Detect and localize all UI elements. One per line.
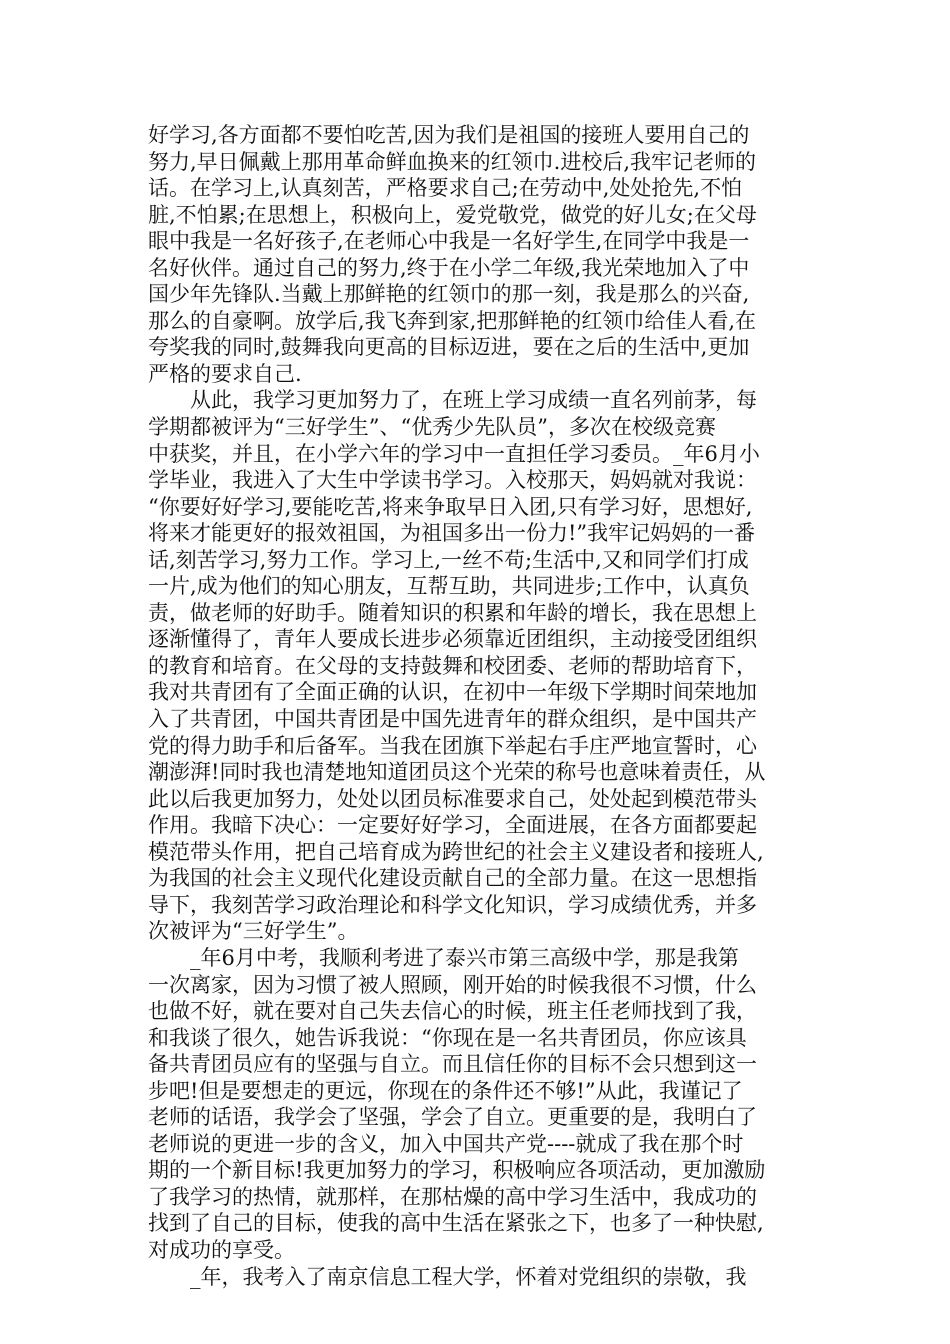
- text-line: 中获奖，并且，在小学六年的学习中一直担任学习委员。_年6月小: [148, 441, 760, 466]
- text-line: 此以后我更加努力，处处以团员标准要求自己，处处起到模范带头: [148, 786, 757, 811]
- text-line: 导下，我刻苦学习政治理论和科学文化知识，学习成绩优秀，并多: [148, 892, 757, 917]
- text-line: 和我谈了很久，她告诉我说：“你现在是一名共青团员，你应该具: [148, 1025, 747, 1050]
- text-line: 我对共青团有了全面正确的认识，在初中一年级下学期时间荣地加: [148, 680, 757, 705]
- text-line: 一次离家，因为习惯了被人照顾，刚开始的时候我很不习惯，什么: [148, 972, 757, 997]
- text-line: 步吧!但是要想走的更远，你现在的条件还不够!”从此，我谨记了: [148, 1078, 743, 1103]
- text-line: 老师的话语，我学会了坚强，学会了自立。更重要的是，我明白了: [148, 1105, 757, 1130]
- text-line: 脏,不怕累;在思想上，积极向上，爱党敬党，做党的好儿女;在父母: [148, 202, 757, 227]
- text-line: _年6月中考，我顺利考进了泰兴市第三高级中学，那是我第: [148, 945, 739, 970]
- text-line: 备共青团员应有的坚强与自立。而且信任你的目标不会只想到这一: [148, 1052, 757, 1077]
- paragraph-4: [148, 1264, 808, 1291]
- text-line: 眼中我是一名好孩子,在老师心中我是一名好学生,在同学中我是一: [148, 229, 750, 254]
- paragraph-3: [148, 945, 808, 1264]
- paragraph-1: [148, 122, 808, 387]
- text-line: 话,刻苦学习,努力工作。学习上,一丝不苟;生活中,又和同学们打成: [148, 547, 749, 572]
- text-line: 潮澎湃!同时我也清楚地知道团员这个光荣的称号也意味着责任，从: [148, 760, 766, 785]
- text-line: 老师说的更进一步的含义，加入中国共产党----就成了我在那个时: [148, 1131, 744, 1156]
- document-body: [148, 122, 808, 1290]
- text-line: 入了共青团，中国共青团是中国先进青年的群众组织，是中国共产: [148, 707, 757, 732]
- text-line: 也做不好，就在要对自己失去信心的时候，班主任老师找到了我，: [148, 999, 757, 1024]
- text-line: 期的一个新目标!我更加努力的学习，积极响应各项活动，更加激励: [148, 1158, 766, 1183]
- text-line: 党的得力助手和后备军。当我在团旗下举起右手庄严地宣誓时，心: [148, 733, 757, 758]
- text-line: _年，我考入了南京信息工程大学，怀着对党组织的崇敬，我: [148, 1264, 747, 1289]
- text-line: 的教育和培育。在父母的支持鼓舞和校团委、老师的帮助培育下，: [148, 653, 757, 678]
- paragraph-2: [148, 387, 808, 944]
- text-line: 学期都被评为“三好学生”、“优秀少先队员”，多次在校级竞赛: [148, 415, 716, 440]
- text-line: 话。在学习上,认真刻苦，严格要求自己;在劳动中,处处抢先,不怕: [148, 176, 743, 201]
- text-line: 模范带头作用，把自己培育成为跨世纪的社会主义建设者和接班人,: [148, 839, 764, 864]
- text-line: 夸奖我的同时,鼓舞我向更高的目标迈进，要在之后的生活中,更加: [148, 335, 750, 360]
- text-line: 从此，我学习更加努力了，在班上学习成绩一直名列前茅，每: [148, 388, 757, 413]
- text-line: 好学习,各方面都不要怕吃苦,因为我们是祖国的接班人要用自己的: [148, 123, 750, 147]
- text-line: 为我国的社会主义现代化建设贡献自己的全部力量。在这一思想指: [148, 866, 757, 891]
- text-line: 找到了自己的目标，使我的高中生活在紧张之下，也多了一种快慰,: [148, 1211, 764, 1236]
- text-line: 次被评为“三好学生”。: [148, 919, 359, 944]
- text-line: 责，做老师的好助手。随着知识的积累和年龄的增长，我在思想上: [148, 600, 757, 625]
- text-line: 学毕业，我进入了大生中学读书学习。入校那天，妈妈就对我说：: [148, 468, 757, 493]
- text-line: 一片,成为他们的知心朋友，互帮互助，共同进步;工作中，认真负: [148, 574, 750, 599]
- text-line: 对成功的享受。: [148, 1237, 295, 1262]
- text-line: 作用。我暗下决心：一定要好好学习，全面进展，在各方面都要起: [148, 813, 757, 838]
- text-line: 将来才能更好的报效祖国，为祖国多出一份力!”我牢记妈妈的一番: [148, 521, 756, 546]
- text-line: 努力,早日佩戴上那用革命鲜血换来的红领巾.进校后,我牢记老师的: [148, 149, 757, 174]
- text-line: 严格的要求自己.: [148, 361, 302, 386]
- text-line: 名好伙伴。通过自己的努力,终于在小学二年级,我光荣地加入了中: [148, 255, 750, 280]
- text-line: 那么的自豪啊。放学后,我飞奔到家,把那鲜艳的红领巾给佳人看,在: [148, 308, 757, 333]
- text-line: 了我学习的热情，就那样，在那枯燥的高中学习生活中，我成功的: [148, 1184, 757, 1209]
- text-line: 逐渐懂得了，青年人要成长进步必须靠近团组织，主动接受团组织: [148, 627, 757, 652]
- text-line: 国少年先锋队.当戴上那鲜艳的红领巾的那一刻，我是那么的兴奋,: [148, 282, 750, 307]
- text-line: “你要好好学习,要能吃苦,将来争取早日入团,只有学习好，思想好,: [148, 494, 753, 519]
